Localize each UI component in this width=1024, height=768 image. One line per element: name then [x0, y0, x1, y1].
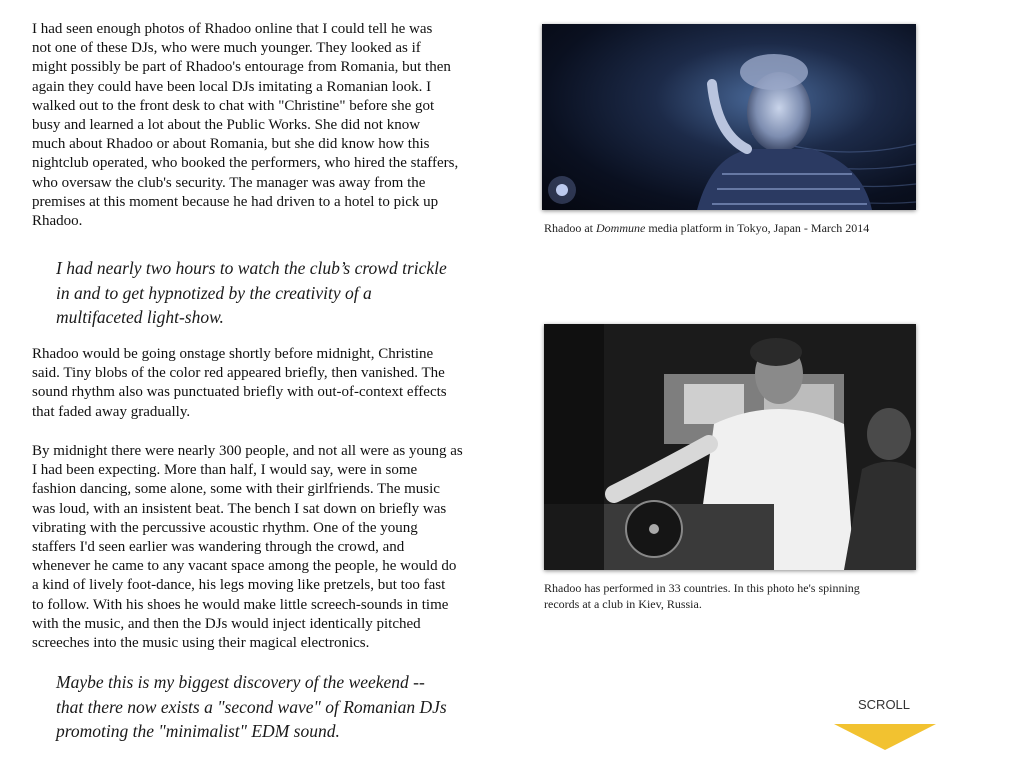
photo-kiev-art — [544, 324, 916, 570]
article-paragraph-2: Rhadoo would be going onstage shortly before midnight, Christine said. Tiny blobs of the color red appeared briefly, then vanished. The sound rhythm also was punctuated briefly with out-of-context effects that faded away gradually. — [32, 346, 447, 420]
pull-quote-1: I had nearly two hours to watch the club’s crowd trickle in and to get hypnotized by the creativity of a multifaceted light-show. — [56, 258, 447, 327]
photo-caption-tokyo — [544, 220, 964, 236]
article-paragraph-1: I had seen enough photos of Rhadoo online that I could tell he was not one of these DJs, who were much younger. They looked as if might possibly be part of Rhadoo's entourage from Romania, but then again they could have been local DJs imitating a Romanian look. I walked out to the front desk to chat with "Christine" before she got busy and learned a lot about the Public Works. She did not know much about Rhadoo or about Romania, but she did know how this nightclub operated, who booked the performers, who hired the staffers, who oversaw the club's security. The manager was away from the premises at this moment because he had driven to a hotel to pick up Rhadoo. — [32, 21, 459, 230]
pull-quote-2: Maybe this is my biggest discovery of the weekend -- that there now exists a "second wave" of Romanian DJs promoting the "minimalist" EDM sound. — [56, 672, 447, 741]
caption-platform-name: Dommune — [596, 221, 646, 235]
arrow-down-icon[interactable] — [834, 724, 936, 750]
scroll-label[interactable]: SCROLL — [858, 697, 911, 712]
caption-text: media platform in Tokyo, Japan - March 2014 — [645, 221, 870, 235]
photo-caption-kiev: Rhadoo has performed in 33 countries. In this photo he's spinning records at a club in Kiev, Russia. — [544, 581, 860, 611]
article-paragraph-3: By midnight there were nearly 300 people, and not all were as young as I had been expecting. More than half, I would say, were in some fashion dancing, some alone, some with their girlfriends. The music was loud, with an insistent beat. The bench I sat down on briefly was vibrating with the percussive acoustic rhythm. One of the young staffers I'd seen earlier was wandering through the crowd, and whenever he came to any vacant space among the people, he would do a kind of lively foot-dance, his legs moving like pretzels, but too fast to follow. With his shoes he would make little screech-sounds in time with the music, and then the DJs would inject identically pitched screeches into the music using their magical electronics. — [32, 443, 463, 652]
caption-text: Rhadoo at — [544, 221, 596, 235]
photo-tokyo-art — [542, 24, 916, 210]
rhadoo-kiev-photo — [544, 324, 916, 570]
rhadoo-tokyo-photo — [542, 24, 916, 210]
